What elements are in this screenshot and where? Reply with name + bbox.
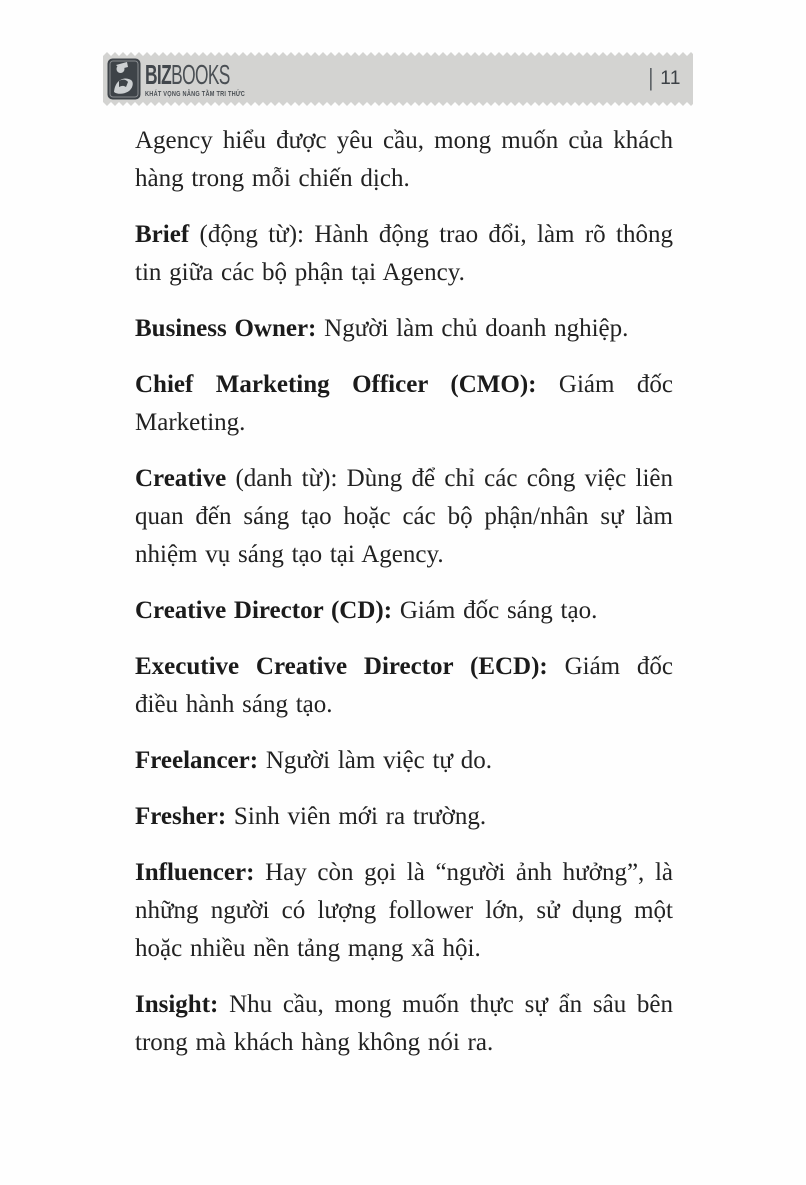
glossary-definition: Giám đốc điều hành sáng tạo.: [135, 653, 673, 718]
glossary-term: Executive Creative Director (ECD):: [135, 653, 548, 680]
logo-text-column: [145, 58, 282, 98]
glossary-entry: [135, 122, 673, 198]
glossary-entry: [135, 798, 673, 836]
header-perforation-bottom: [103, 102, 693, 106]
glossary-entry: [135, 854, 673, 968]
glossary-term: Freelancer:: [135, 747, 259, 774]
glossary-term: Creative: [135, 465, 227, 492]
glossary-entry: [135, 460, 673, 574]
brand-name-biz: BIZ: [145, 58, 172, 90]
glossary-definition: (động từ): Hành động trao đổi, làm rõ thông tin giữa các bộ phận tại Agency.: [135, 221, 673, 286]
glossary-term: Insight:: [135, 991, 219, 1018]
glossary-definition: Agency hiểu được yêu cầu, mong muốn của khách hàng trong mỗi chiến dịch.: [135, 127, 673, 192]
bizbooks-logo-icon: [107, 58, 141, 100]
glossary-definition: Người làm việc tự do.: [258, 747, 492, 774]
glossary-definition: Người làm chủ doanh nghiệp.: [316, 315, 629, 342]
glossary-entry: [135, 742, 673, 780]
glossary-definition: Giám đốc Marketing.: [135, 371, 673, 436]
glossary-term: Chief Marketing Officer (CMO):: [135, 371, 537, 398]
page-number: [648, 56, 681, 102]
glossary-term: Brief: [135, 221, 190, 248]
page-number-separator: |: [648, 65, 654, 92]
glossary-term: Influencer:: [135, 859, 255, 886]
glossary-entry: [135, 366, 673, 442]
page-header-bar: [103, 56, 693, 102]
brand-name: [145, 58, 230, 90]
page-number-value: 11: [660, 68, 681, 89]
glossary-entry: [135, 648, 673, 724]
brand-name-books: BOOKS: [171, 58, 230, 90]
glossary-term: Business Owner:: [135, 315, 317, 342]
glossary-entry: [135, 216, 673, 292]
glossary-entry: [135, 592, 673, 630]
glossary-term: Creative Director (CD):: [135, 597, 393, 624]
glossary-definition: Hay còn gọi là “người ảnh hưởng”, là những người có lượng follower lớn, sử dụng một hoặc nhiều nền tảng mạng xã hội.: [135, 859, 673, 962]
glossary-term: Fresher:: [135, 803, 227, 830]
glossary-entry: [135, 310, 673, 348]
glossary-definition: Nhu cầu, mong muốn thực sự ẩn sâu bên trong mà khách hàng không nói ra.: [135, 991, 673, 1056]
glossary-definition: Sinh viên mới ra trường.: [226, 803, 487, 830]
header-perforation-top: [103, 52, 693, 56]
glossary-definition: Giám đốc sáng tạo.: [392, 597, 598, 624]
glossary-definition: (danh từ): Dùng để chỉ các công việc liên quan đến sáng tạo hoặc các bộ phận/nhân sự làm nhiệm vụ sáng tạo tại Agency.: [135, 465, 673, 568]
glossary-entry: [135, 986, 673, 1062]
bizbooks-logo: [107, 58, 282, 100]
glossary-list: [135, 122, 673, 1080]
brand-tagline: KHÁT VỌNG NÂNG TẦM TRI THỨC: [145, 90, 246, 98]
